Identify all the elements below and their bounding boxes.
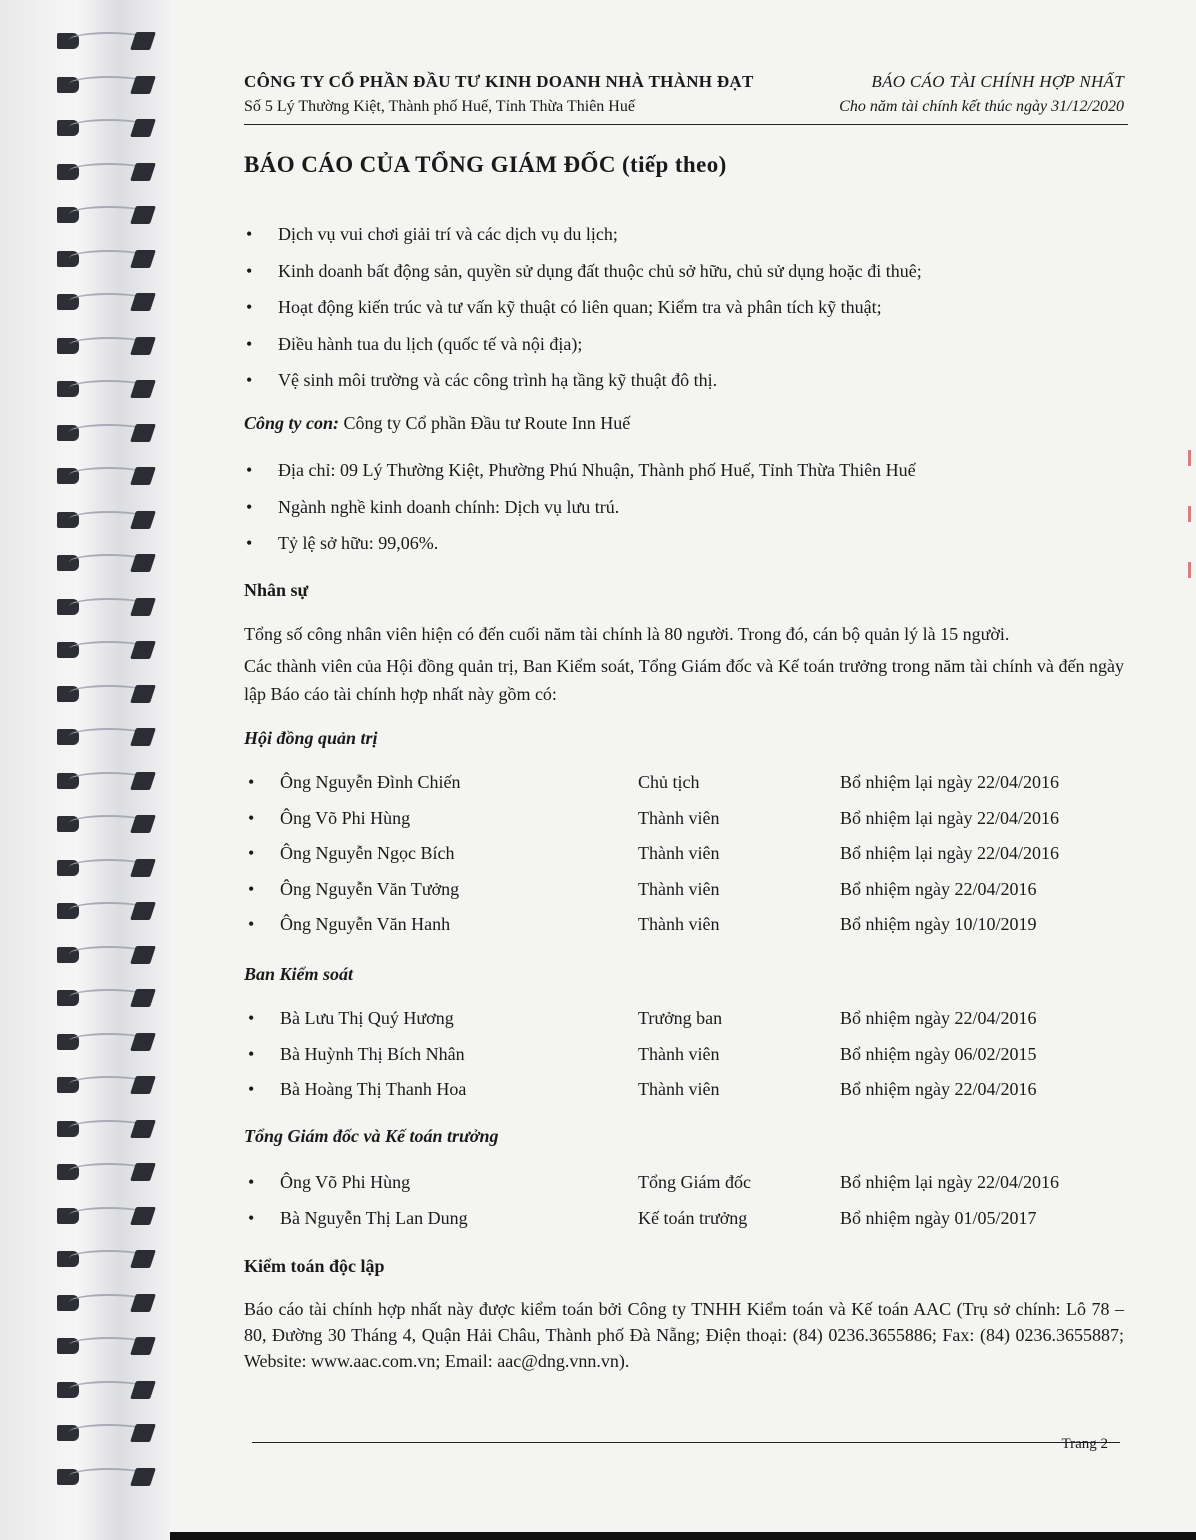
list-item: • Tỷ lệ sở hữu: 99,06%. xyxy=(244,531,1128,568)
binding-ring xyxy=(55,1161,155,1183)
page-header xyxy=(244,68,1128,125)
member-appointment: Bổ nhiệm ngày 06/02/2015 xyxy=(840,1043,1037,1064)
binding-ring xyxy=(55,813,155,835)
member-role: Chủ tịch xyxy=(638,772,700,792)
binding-ring xyxy=(55,30,155,52)
member-appointment: Bổ nhiệm lại ngày 22/04/2016 xyxy=(840,1172,1059,1192)
member-role: Thành viên xyxy=(638,914,720,935)
report-type: BÁO CÁO TÀI CHÍNH HỢP NHẤT xyxy=(871,72,1124,91)
list-item xyxy=(244,772,1128,808)
personnel-paragraph-1: Tổng số công nhân viên hiện có đến cuối năm tài chính là 80 người. Trong đó, cán bộ quản lý là 15 người. xyxy=(244,624,1010,644)
bullet-dot: • xyxy=(248,843,255,864)
member-name: Ông Nguyễn Ngọc Bích xyxy=(280,843,455,864)
binding-ring xyxy=(55,857,155,879)
member-name: Ông Võ Phi Hùng xyxy=(280,1172,411,1192)
executives-heading: Tổng Giám đốc và Kế toán trưởng xyxy=(244,1126,499,1146)
bullet-dot: • xyxy=(248,1008,255,1028)
list-item xyxy=(244,1172,1128,1208)
personnel-paragraph-2: Các thành viên của Hội đồng quản trị, Ban Kiểm soát, Tổng Giám đốc và Kế toán trưởng trong năm tài chính và đến ngày lập Báo cáo tài chính hợp nhất này gồm có: xyxy=(244,656,1124,704)
member-name: Ông Nguyễn Văn Tưởng xyxy=(280,878,460,899)
binding-ring xyxy=(55,1292,155,1314)
subsidiary-details-list xyxy=(244,458,1128,568)
member-role: Tổng Giám đốc xyxy=(638,1172,751,1192)
member-role: Trưởng ban xyxy=(638,1008,723,1028)
binding-ring xyxy=(55,552,155,574)
list-item xyxy=(244,914,1128,950)
binding-ring xyxy=(55,422,155,444)
board-members xyxy=(244,772,1128,950)
binding-ring xyxy=(55,204,155,226)
member-appointment: Bổ nhiệm ngày 22/04/2016 xyxy=(840,878,1037,899)
binding-ring xyxy=(55,1031,155,1053)
member-appointment: Bổ nhiệm lại ngày 22/04/2016 xyxy=(840,807,1059,828)
list-item: • Ngành nghề kinh doanh chính: Dịch vụ lưu trú. xyxy=(244,495,1128,532)
binding-ring xyxy=(55,465,155,487)
binding-ring xyxy=(55,987,155,1009)
binding-ring xyxy=(55,1074,155,1096)
member-appointment: Bổ nhiệm ngày 22/04/2016 xyxy=(840,1008,1037,1028)
list-item: • Dịch vụ vui chơi giải trí và các dịch vụ du lịch; xyxy=(244,222,1128,259)
spiral-binding xyxy=(0,0,170,1540)
bullet-dot: • xyxy=(248,878,255,899)
binding-ring xyxy=(55,944,155,966)
member-role: Thành viên xyxy=(638,843,720,864)
subsidiary-label: Công ty con: xyxy=(244,413,340,433)
subsidiary-name: Công ty Cổ phần Đầu tư Route Inn Huế xyxy=(343,413,631,433)
binding-ring xyxy=(55,335,155,357)
list-item xyxy=(244,1208,1128,1244)
binding-ring xyxy=(55,639,155,661)
margin-marks xyxy=(1186,450,1194,650)
bullet-dot: • xyxy=(248,772,255,792)
member-name: Ông Nguyễn Văn Hanh xyxy=(280,914,451,935)
list-item xyxy=(244,1044,1128,1080)
page-number: Trang 2 xyxy=(1061,1436,1108,1452)
business-lines-list xyxy=(244,222,1128,405)
list-item: • Địa chỉ: 09 Lý Thường Kiệt, Phường Phú Nhuận, Thành phố Huế, Tỉnh Thừa Thiên Huế xyxy=(244,458,1128,495)
binding-ring xyxy=(55,509,155,531)
member-appointment: Bổ nhiệm ngày 22/04/2016 xyxy=(840,1079,1037,1100)
personnel-heading: Nhân sự xyxy=(244,580,309,600)
member-appointment: Bổ nhiệm lại ngày 22/04/2016 xyxy=(840,772,1059,792)
member-appointment: Bổ nhiệm ngày 10/10/2019 xyxy=(840,914,1037,935)
supervisory-heading: Ban Kiểm soát xyxy=(244,964,354,984)
binding-ring xyxy=(55,74,155,96)
list-item xyxy=(244,1008,1128,1044)
binding-ring xyxy=(55,1205,155,1227)
binding-ring xyxy=(55,770,155,792)
member-appointment: Bổ nhiệm lại ngày 22/04/2016 xyxy=(840,843,1059,864)
binding-ring xyxy=(55,900,155,922)
list-item: • Vệ sinh môi trường và các công trình hạ tầng kỹ thuật đô thị. xyxy=(244,368,1128,405)
list-item xyxy=(244,808,1128,844)
binding-ring xyxy=(55,1379,155,1401)
list-item xyxy=(244,843,1128,879)
page-bottom-edge xyxy=(170,1532,1196,1540)
binding-ring xyxy=(55,378,155,400)
member-name: Bà Huỳnh Thị Bích Nhân xyxy=(280,1043,465,1064)
binding-ring xyxy=(55,1422,155,1444)
binding-ring xyxy=(55,596,155,618)
company-address: Số 5 Lý Thường Kiệt, Thành phố Huế, Tỉnh Thừa Thiên Huế xyxy=(244,98,635,115)
binding-ring xyxy=(55,117,155,139)
member-name: Bà Nguyễn Thị Lan Dung xyxy=(280,1207,468,1228)
bullet-dot: • xyxy=(248,914,255,935)
binding-ring xyxy=(55,248,155,270)
binding-ring xyxy=(55,161,155,183)
audit-paragraph: Báo cáo tài chính hợp nhất này được kiểm toán bởi Công ty TNHH Kiểm toán và Kế toán AAC (Trụ sở chính: Lô 78 – 80, Đường 30 Tháng 4, Quận Hải Châu, Thành phố Đà Nẵng; Điện thoại: (84) 0236.3655886; Fax: (84) 0236.3655887; Website: www.aac.com.vn; Email: aac@dng.vnn.vn). xyxy=(244,1299,1124,1371)
member-name: Ông Nguyễn Đình Chiến xyxy=(280,772,461,792)
member-name: Bà Lưu Thị Quý Hương xyxy=(280,1008,454,1028)
member-role: Thành viên xyxy=(638,878,720,899)
executive-members xyxy=(244,1172,1128,1243)
binding-ring xyxy=(55,683,155,705)
binding-ring xyxy=(55,291,155,313)
member-role: Kế toán trưởng xyxy=(638,1207,748,1228)
member-role: Thành viên xyxy=(638,1079,720,1100)
bullet-dot: • xyxy=(248,807,255,828)
member-name: Ông Võ Phi Hùng xyxy=(280,807,411,828)
binding-ring xyxy=(55,1335,155,1357)
member-role: Thành viên xyxy=(638,1043,720,1064)
supervisory-members xyxy=(244,1008,1128,1115)
list-item xyxy=(244,879,1128,915)
bullet-dot: • xyxy=(248,1172,255,1192)
list-item xyxy=(244,1079,1128,1115)
footer-rule xyxy=(252,1442,1120,1443)
company-name: CÔNG TY CỔ PHẦN ĐẦU TƯ KINH DOANH NHÀ THÀNH ĐẠT xyxy=(244,72,754,91)
bullet-dot: • xyxy=(248,1207,255,1228)
binding-ring xyxy=(55,1248,155,1270)
bullet-dot: • xyxy=(248,1079,255,1100)
binding-ring xyxy=(55,1466,155,1488)
list-item: • Hoạt động kiến trúc và tư vấn kỹ thuật có liên quan; Kiểm tra và phân tích kỹ thuật; xyxy=(244,295,1128,332)
board-heading: Hội đồng quản trị xyxy=(244,728,378,748)
audit-heading: Kiểm toán độc lập xyxy=(244,1256,385,1276)
binding-ring xyxy=(55,726,155,748)
bullet-dot: • xyxy=(248,1043,255,1064)
subsidiary-line xyxy=(244,413,630,434)
member-appointment: Bổ nhiệm ngày 01/05/2017 xyxy=(840,1207,1037,1228)
page-title: BÁO CÁO CỦA TỔNG GIÁM ĐỐC (tiếp theo) xyxy=(244,152,727,177)
member-role: Thành viên xyxy=(638,807,720,828)
list-item: • Điều hành tua du lịch (quốc tế và nội địa); xyxy=(244,332,1128,369)
member-name: Bà Hoàng Thị Thanh Hoa xyxy=(280,1079,467,1100)
list-item: • Kinh doanh bất động sản, quyền sử dụng đất thuộc chủ sở hữu, chủ sử dụng hoặc đi thuê; xyxy=(244,259,1128,296)
binding-ring xyxy=(55,1118,155,1140)
report-period: Cho năm tài chính kết thúc ngày 31/12/2020 xyxy=(839,98,1124,115)
